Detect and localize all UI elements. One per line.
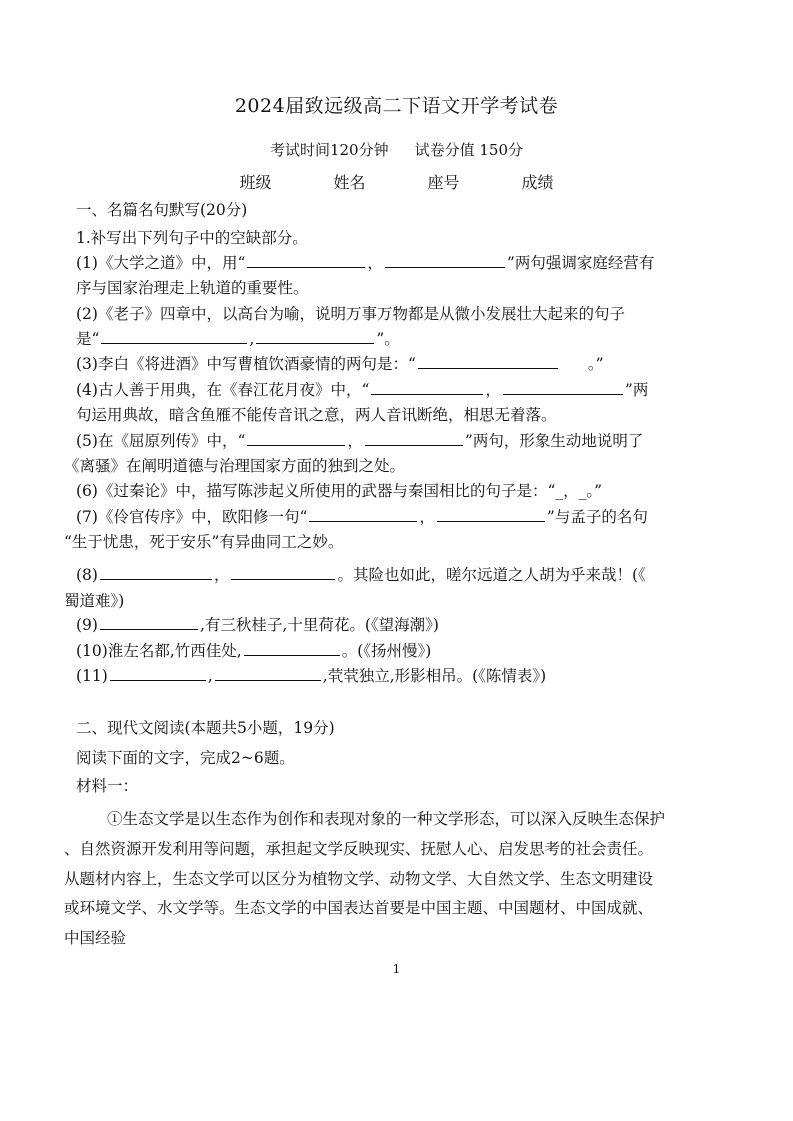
question-11: (11) , ,茕茕独立,形影相吊。(《陈情表》): [76, 667, 547, 685]
grade-label: 成绩: [521, 173, 554, 192]
question-4-line-1: (4)古人善于用典，在《春江花月夜》中，“ ， ”两: [76, 381, 649, 399]
question-7-line-1: (7)《伶官传序》中，欧阳修一句“ ， ”与孟子的名句: [76, 508, 648, 526]
answer-blank[interactable]: [256, 329, 374, 344]
material-label: 材料一：: [76, 777, 139, 795]
question-9: (9) ,有三秋桂子,十里荷花。(《望海潮》): [76, 616, 439, 634]
question-2-line-2: 是“ , ”。: [76, 330, 400, 348]
answer-blank[interactable]: [385, 253, 505, 268]
section2-instruction: 阅读下面的文字，完成2~6题。: [76, 749, 295, 767]
score-value: 试卷分值 150分: [414, 141, 524, 159]
page-number: 1: [392, 962, 401, 976]
question-7-line-2: “生于忧患，死于安乐”有异曲同工之妙。: [64, 533, 344, 551]
answer-blank[interactable]: [101, 329, 247, 344]
name-label: 姓名: [333, 173, 366, 192]
answer-blank[interactable]: [418, 354, 558, 369]
question-10: (10)淮左名都,竹西佳处, 。(《扬州慢》): [76, 642, 432, 660]
material-paragraph-line: 从题材内容上，生态文学可以区分为植物文学、动物文学、大自然文学、生态文明建设: [64, 870, 654, 888]
question-3: (3)李白《将进酒》中写曹植饮酒豪情的两句是：“ 。”: [76, 355, 604, 373]
answer-blank[interactable]: [309, 507, 417, 522]
section2-heading: 二、现代文阅读(本题共5小题，19分): [76, 719, 335, 737]
answer-blank[interactable]: [371, 380, 483, 395]
page-title: 2024届致远级高二下语文开学考试卷: [234, 95, 559, 117]
seat-label: 座号: [427, 173, 460, 192]
answer-blank[interactable]: [244, 641, 340, 656]
answer-blank[interactable]: [247, 253, 365, 268]
answer-blank[interactable]: [247, 431, 345, 446]
answer-blank[interactable]: [110, 666, 206, 681]
section1-instruction: 1.补写出下列句子中的空缺部分。: [76, 229, 308, 247]
section1-heading: 一、名篇名句默写(20分): [76, 201, 248, 219]
material-paragraph-line: 、自然资源开发利用等问题，承担起文学反映现实、抚慰人心、启发思考的社会责任。: [64, 840, 654, 858]
answer-blank[interactable]: [365, 431, 463, 446]
answer-blank[interactable]: [100, 565, 212, 580]
answer-blank[interactable]: [231, 565, 335, 580]
question-8-line-2: 蜀道难》): [64, 592, 125, 610]
material-paragraph-line: ①生态文学是以生态作为创作和表现对象的一种文学形态，可以深入反映生态保护: [107, 810, 666, 828]
exam-time: 考试时间120分钟: [269, 141, 389, 159]
question-5-line-1: (5)在《屈原列传》中，“ ， ”两句，形象生动地说明了: [76, 432, 644, 450]
question-1-line-2: 序与国家治理走上轨道的重要性。: [76, 279, 309, 297]
question-8-line-1: (8) ， 。其险也如此，嗟尔远道之人胡为乎来哉！(《: [76, 566, 646, 584]
question-2-line-1: (2)《老子》四章中，以高台为喻，说明万事万物都是从微小发展壮大起来的句子: [76, 305, 625, 323]
question-5-line-2: 《离骚》在阐明道德与治理国家方面的独到之处。: [64, 457, 406, 475]
answer-blank[interactable]: [503, 380, 623, 395]
question-1-line-1: (1)《大学之道》中，用“ ， ”两句强调家庭经营有: [76, 254, 655, 272]
answer-blank[interactable]: [100, 615, 198, 630]
material-paragraph-line: 或环境文学、水文学等。生态文学的中国表达首要是中国主题、中国题材、中国成就、: [64, 899, 654, 917]
question-4-line-2: 句运用典故，暗含鱼雁不能传音讯之意，两人音讯断绝，相思无着落。: [76, 406, 557, 424]
student-info-line: [0, 170, 793, 193]
class-label: 班级: [239, 173, 272, 192]
question-6: (6)《过秦论》中，描写陈涉起义所使用的武器与秦国相比的句子是：“_，_。”: [76, 482, 603, 500]
exam-meta-line: [0, 139, 793, 160]
answer-blank[interactable]: [215, 666, 321, 681]
material-paragraph-line: 中国经验: [64, 929, 127, 947]
answer-blank[interactable]: [437, 507, 545, 522]
